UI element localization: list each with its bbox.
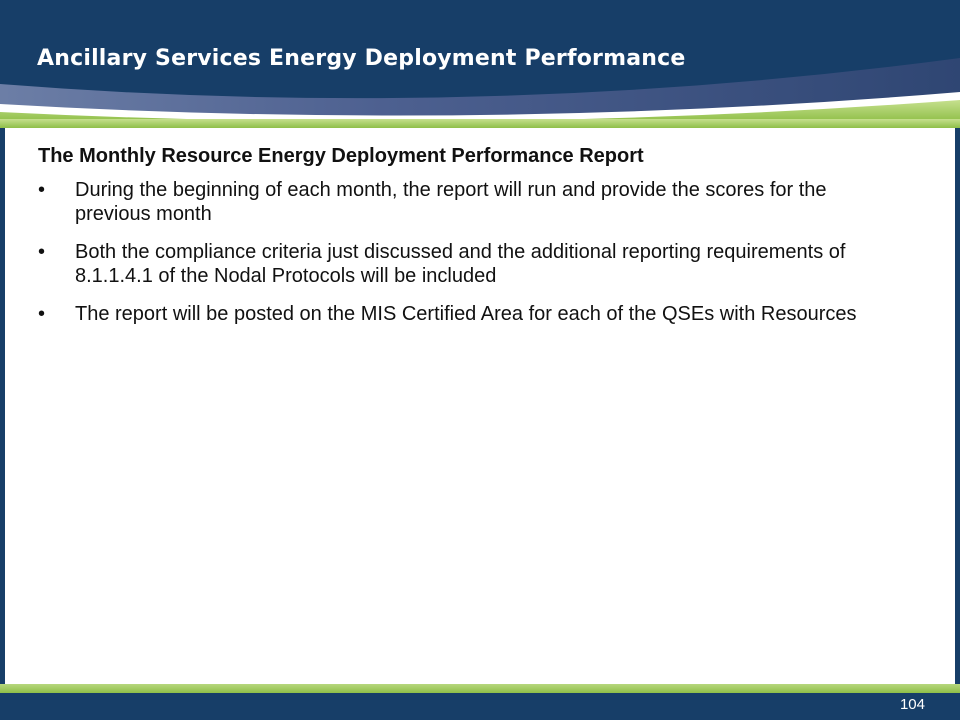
bullet-item [38, 302, 878, 326]
header-banner [0, 0, 960, 128]
slide-content [5, 128, 955, 684]
bullet-list [38, 178, 878, 340]
bullet-text: During the beginning of each month, the report will run and provide the scores for the previous month [75, 179, 827, 225]
bullet-dot-icon: • [38, 241, 46, 263]
page-number: 104 [899, 696, 925, 713]
slide-subtitle: The Monthly Resource Energy Deployment Performance Report [38, 145, 644, 167]
bullet-dot-icon: • [38, 179, 46, 201]
bullet-text: The report will be posted on the MIS Certified Area for each of the QSEs with Resources [75, 303, 857, 325]
footer-green-stripe [0, 684, 960, 693]
bullet-text: Both the compliance criteria just discussed and the additional reporting requirements of 8.1.1.4.1 of the Nodal Protocols will be included [75, 241, 846, 287]
bullet-dot-icon: • [38, 303, 46, 325]
footer-bar [0, 693, 960, 720]
slide-title: Ancillary Services Energy Deployment Performance [37, 46, 686, 71]
bullet-item [38, 178, 878, 226]
bullet-item [38, 240, 878, 288]
